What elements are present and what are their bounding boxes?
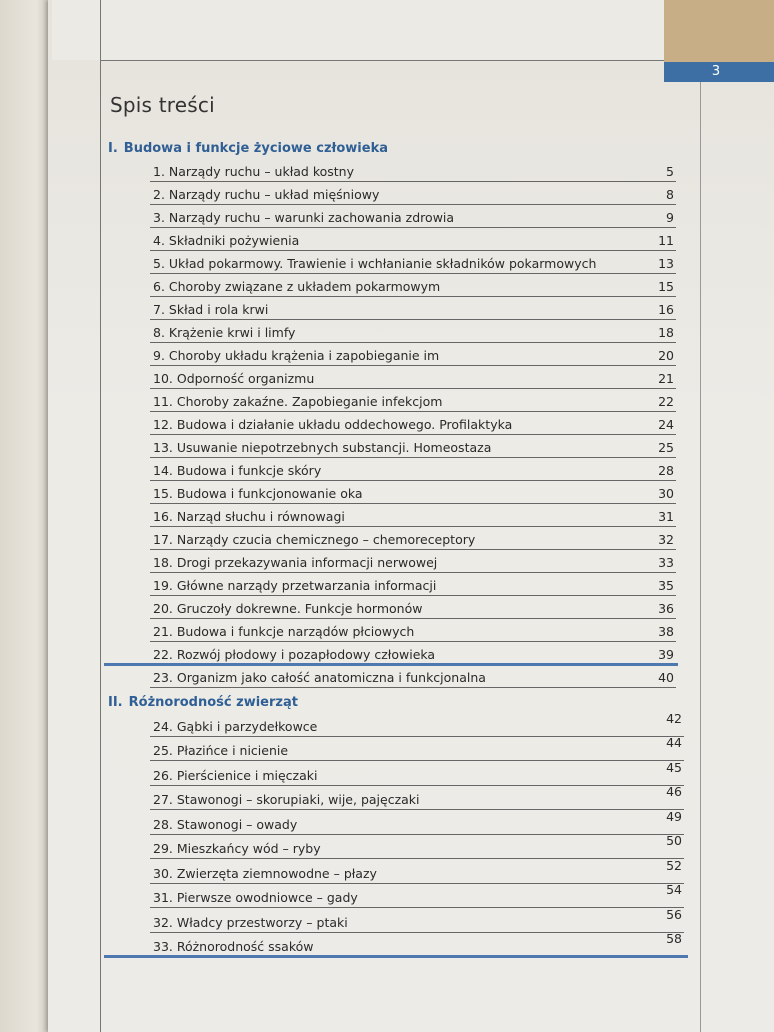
entry-page-number: 24 — [658, 417, 674, 432]
entry-title: 10. Odporność organizmu — [153, 371, 315, 386]
toc-entry — [150, 274, 676, 297]
entry-title: 13. Usuwanie niepotrzebnych substancji. Homeostaza — [153, 440, 492, 455]
entry-page-number: 18 — [658, 325, 674, 340]
entry-title: 16. Narząd słuchu i równowagi — [153, 509, 345, 524]
frame-line-left — [100, 0, 101, 1032]
entry-title: 28. Stawonogi – owady — [153, 816, 298, 832]
entry-title: 26. Pierścienice i mięczaki — [153, 767, 318, 783]
toc-entry — [150, 251, 676, 274]
toc-entry — [150, 859, 684, 884]
toc-entry — [150, 366, 676, 389]
entry-page-number: 52 — [666, 857, 682, 873]
entry-page-number: 30 — [658, 486, 674, 501]
entry-page-number: 28 — [658, 463, 674, 478]
entry-page-number: 45 — [666, 759, 682, 775]
toc-entry — [150, 665, 676, 688]
entry-page-number: 40 — [658, 670, 674, 685]
entry-title: 30. Zwierzęta ziemnowodne – płazy — [153, 865, 377, 881]
toc-entry — [150, 297, 676, 320]
entry-page-number: 32 — [658, 532, 674, 547]
toc-entry — [150, 182, 676, 205]
toc-entry — [150, 205, 676, 228]
toc-entry — [150, 737, 684, 762]
frame-line-right — [700, 82, 701, 1032]
toc-entry — [150, 228, 676, 251]
entry-title: 25. Płazińce i nicienie — [153, 743, 289, 758]
entry-title: 1. Narządy ruchu – układ kostny — [153, 164, 355, 179]
toc-entry — [150, 761, 684, 786]
toc-entry — [150, 810, 684, 835]
entry-title: 22. Rozwój płodowy i pozapłodowy człowieka — [153, 647, 436, 662]
entry-page-number: 49 — [666, 808, 682, 824]
toc-entry — [150, 320, 676, 343]
entry-title: 18. Drogi przekazywania informacji nerwowej — [153, 555, 438, 570]
entry-page-number: 20 — [658, 348, 674, 363]
toc-entry — [150, 835, 684, 860]
toc-entry — [150, 573, 676, 596]
previous-page-edge — [0, 0, 53, 1032]
entry-page-number: 5 — [666, 164, 674, 179]
header-band — [52, 0, 665, 60]
section-number: I. — [108, 141, 118, 156]
entry-title: 11. Choroby zakaźne. Zapobieganie infekcjom — [153, 394, 443, 409]
toc-entry — [150, 933, 684, 958]
entry-title: 24. Gąbki i parzydełkowce — [153, 718, 318, 734]
entry-page-number: 8 — [666, 187, 674, 202]
toc-entry — [150, 481, 676, 504]
entry-title: 5. Układ pokarmowy. Trawienie i wchłanianie składników pokarmowych — [153, 256, 597, 271]
toc-entry — [150, 343, 676, 366]
section-1-rule — [104, 663, 678, 666]
entry-page-number: 13 — [658, 256, 674, 271]
toc-entry — [150, 884, 684, 909]
entry-page-number: 22 — [658, 394, 674, 409]
entry-page-number: 50 — [666, 833, 682, 848]
section-2-rule — [104, 955, 688, 958]
toc-entry — [150, 786, 684, 811]
entry-title: 4. Składniki pożywienia — [153, 233, 300, 248]
entry-title: 3. Narządy ruchu – warunki zachowania zdrowia — [153, 210, 455, 225]
entry-page-number: 21 — [658, 371, 674, 386]
entry-page-number: 25 — [658, 440, 674, 455]
entry-title: 12. Budowa i działanie układu oddechowego. Profilaktyka — [153, 417, 513, 432]
entry-page-number: 11 — [658, 233, 674, 248]
entry-title: 23. Organizm jako całość anatomiczna i funkcjonalna — [153, 670, 486, 685]
entry-title: 21. Budowa i funkcje narządów płciowych — [153, 624, 415, 639]
section-heading-2 — [108, 695, 298, 710]
entry-page-number: 46 — [666, 784, 682, 799]
toc-entry — [150, 435, 676, 458]
section-1-entries — [150, 159, 676, 688]
toc-entry — [150, 596, 676, 619]
entry-title: 2. Narządy ruchu – układ mięśniowy — [153, 187, 380, 202]
entry-page-number: 56 — [666, 906, 682, 922]
toc-entry — [150, 550, 676, 573]
entry-title: 7. Skład i rola krwi — [153, 302, 269, 317]
toc-title: Spis treści — [110, 93, 215, 117]
entry-page-number: 16 — [658, 302, 674, 317]
entry-page-number: 38 — [658, 624, 674, 639]
entry-page-number: 15 — [658, 279, 674, 294]
entry-page-number: 9 — [666, 210, 674, 225]
section-title: Budowa i funkcje życiowe człowieka — [123, 141, 389, 156]
toc-entry — [150, 527, 676, 550]
section-2-entries — [150, 712, 684, 957]
entry-page-number: 35 — [658, 578, 674, 593]
entry-page-number: 44 — [666, 735, 682, 750]
frame-line-top — [100, 60, 664, 61]
toc-entry — [150, 712, 684, 737]
toc-entry — [150, 908, 684, 933]
section-heading-1 — [108, 141, 388, 156]
entry-title: 33. Różnorodność ssaków — [153, 939, 314, 954]
entry-title: 29. Mieszkańcy wód – ryby — [153, 841, 321, 856]
entry-title: 32. Władcy przestworzy – ptaki — [153, 914, 348, 930]
toc-entry — [150, 619, 676, 642]
section-number: II. — [108, 695, 123, 710]
entry-title: 14. Budowa i funkcje skóry — [153, 463, 322, 478]
page-number: 3 — [711, 64, 721, 79]
entry-title: 15. Budowa i funkcjonowanie oka — [153, 486, 363, 501]
corner-tab — [664, 0, 774, 62]
entry-title: 19. Główne narządy przetwarzania informacji — [153, 578, 437, 593]
toc-entry — [150, 159, 676, 182]
section-title: Różnorodność zwierząt — [128, 695, 298, 710]
entry-title: 27. Stawonogi – skorupiaki, wije, pajęczaki — [153, 792, 420, 807]
entry-title: 31. Pierwsze owodniowce – gady — [153, 890, 358, 905]
entry-page-number: 36 — [658, 601, 674, 616]
toc-entry — [150, 389, 676, 412]
toc-entry — [150, 412, 676, 435]
toc-entry — [150, 458, 676, 481]
entry-title: 9. Choroby układu krążenia i zapobieganie im — [153, 348, 440, 363]
entry-title: 20. Gruczoły dokrewne. Funkcje hormonów — [153, 601, 423, 616]
entry-page-number: 42 — [666, 710, 682, 726]
entry-page-number: 54 — [666, 882, 682, 897]
entry-page-number: 33 — [658, 555, 674, 570]
entry-title: 8. Krążenie krwi i limfy — [153, 325, 296, 340]
entry-title: 17. Narządy czucia chemicznego – chemoreceptory — [153, 532, 476, 547]
entry-page-number: 31 — [658, 509, 674, 524]
entry-page-number: 58 — [666, 931, 682, 946]
entry-page-number: 39 — [658, 647, 674, 662]
toc-entry — [150, 642, 676, 665]
entry-title: 6. Choroby związane z układem pokarmowym — [153, 279, 441, 294]
toc-entry — [150, 504, 676, 527]
